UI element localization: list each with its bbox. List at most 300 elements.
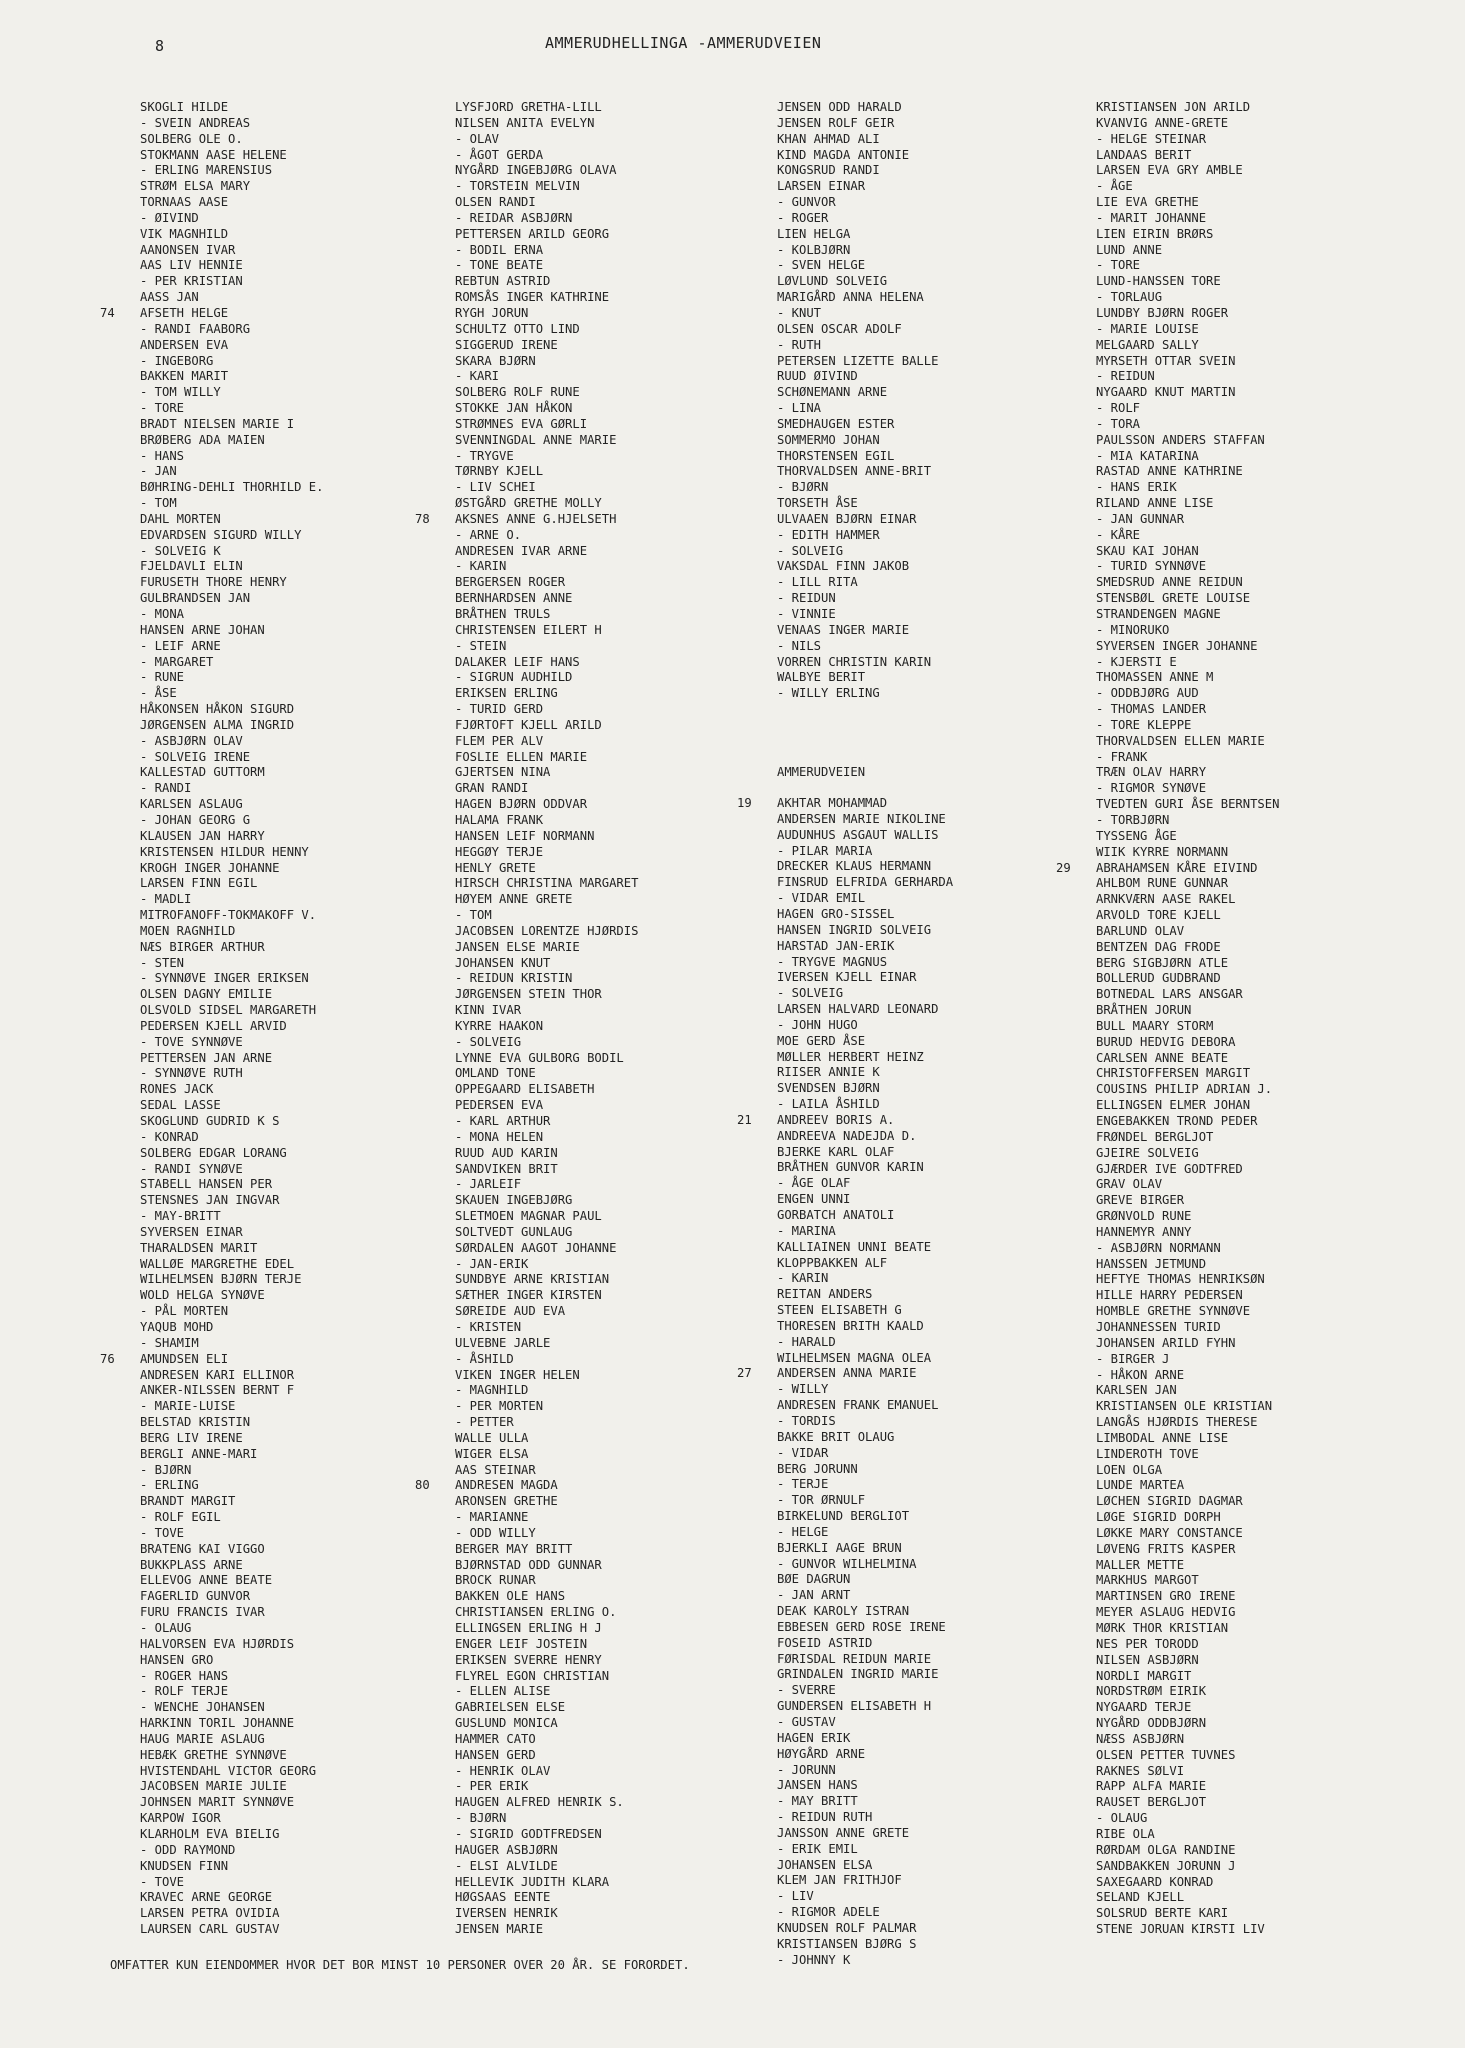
resident-entry — [455, 1637, 638, 1653]
resident-entry — [1096, 385, 1279, 401]
resident-entry — [455, 1209, 638, 1225]
resident-name: SVENDSEN BJØRN — [777, 1081, 880, 1096]
resident-name: REBTUN ASTRID — [455, 274, 551, 289]
resident-entry — [140, 1859, 323, 1875]
resident-name: STRANDENGEN MAGNE — [1096, 607, 1221, 621]
resident-entry — [140, 781, 323, 797]
resident-name: - ASBJØRN NORMANN — [1096, 1240, 1221, 1255]
resident-entry — [777, 859, 953, 875]
resident-name: - TRYGVE — [455, 448, 514, 463]
resident-name: HOMBLE GRETHE SYNNØVE — [1096, 1304, 1251, 1319]
resident-entry — [455, 1526, 638, 1542]
resident-name: LIMBODAL ANNE LISE — [1096, 1430, 1229, 1445]
resident-name: FLYREL EGON CHRISTIAN — [455, 1668, 610, 1683]
resident-name: BØE DAGRUN — [777, 1572, 851, 1587]
resident-entry — [1096, 639, 1279, 655]
house-number: 21 — [737, 1112, 752, 1127]
resident-name: ANDRESEN KARI ELLINOR — [140, 1367, 295, 1382]
resident-entry — [777, 100, 953, 116]
resident-name: FURUSETH THORE HENRY — [140, 575, 287, 590]
resident-entry — [455, 1906, 638, 1922]
resident-name: - ODDBJØRG AUD — [1096, 686, 1199, 701]
resident-entry — [455, 417, 638, 433]
resident-entry — [455, 655, 638, 671]
resident-name: HEFTYE THOMAS HENRIKSØN — [1096, 1272, 1265, 1287]
resident-entry — [140, 765, 323, 781]
resident-entry — [140, 1193, 323, 1209]
resident-name: HILLE HARRY PEDERSEN — [1096, 1288, 1243, 1303]
resident-name: - RUTH — [777, 337, 822, 352]
resident-name: TØRNBY KJELL — [455, 464, 544, 479]
resident-name: HAUGEN ALFRED HENRIK S. — [455, 1795, 624, 1810]
resident-name: ELLEVOG ANNE BEATE — [140, 1573, 273, 1588]
resident-name: - TOR ØRNULF — [777, 1493, 866, 1508]
resident-name: LYNNE EVA GULBORG BODIL — [455, 1050, 624, 1065]
resident-entry — [777, 623, 953, 639]
resident-entry — [455, 1098, 638, 1114]
resident-name: KLOPPBAKKEN ALF — [777, 1255, 888, 1270]
resident-entry — [455, 829, 638, 845]
resident-name: - TOM — [140, 496, 177, 511]
resident-name: - ÅSHILD — [455, 1351, 514, 1366]
resident-name: BJØRNSTAD ODD GUNNAR — [455, 1557, 602, 1572]
resident-entry — [455, 528, 638, 544]
resident-name: ANDERSEN EVA — [140, 337, 229, 352]
resident-name: - MINORUKO — [1096, 622, 1170, 637]
resident-entry — [777, 211, 953, 227]
resident-name: BERNHARDSEN ANNE — [455, 591, 573, 606]
resident-entry — [455, 1859, 638, 1875]
resident-name: JOHANSEN ELSA — [777, 1857, 873, 1872]
resident-entry — [777, 1652, 953, 1668]
resident-entry — [455, 1795, 638, 1811]
resident-entry — [455, 1415, 638, 1431]
resident-entry — [777, 1256, 953, 1272]
resident-name: - SVEN HELGE — [777, 258, 866, 273]
resident-entry — [1096, 354, 1279, 370]
resident-entry — [1096, 528, 1279, 544]
resident-entry — [1096, 179, 1279, 195]
resident-name: PETTERSEN ARILD GEORG — [455, 226, 610, 241]
resident-name: - ROLF EGIL — [140, 1510, 221, 1525]
resident-entry — [455, 1320, 638, 1336]
resident-entry — [777, 670, 953, 686]
resident-name: JØRGENSEN STEIN THOR — [455, 987, 602, 1002]
resident-name: RILAND ANNE LISE — [1096, 496, 1214, 511]
resident-entry — [140, 258, 323, 274]
resident-entry — [777, 1160, 953, 1176]
resident-name: - PER KRISTIAN — [140, 274, 243, 289]
resident-entry — [777, 528, 953, 544]
resident-name: JACOBSEN LORENTZE HJØRDIS — [455, 923, 639, 938]
resident-entry — [777, 1002, 953, 1018]
resident-entry — [140, 1431, 323, 1447]
resident-entry — [777, 464, 953, 480]
resident-entry — [1096, 702, 1279, 718]
resident-name: SOMMERMO JOHAN — [777, 432, 880, 447]
resident-entry — [1096, 496, 1279, 512]
resident-name: LUNDE MARTEA — [1096, 1478, 1185, 1493]
resident-entry — [1096, 670, 1279, 686]
resident-entry — [1096, 163, 1279, 179]
resident-name: THORVALDSEN ANNE-BRIT — [777, 464, 932, 479]
resident-entry — [140, 1605, 323, 1621]
resident-entry — [777, 1018, 953, 1034]
resident-name: JOHANSEN KNUT — [455, 955, 551, 970]
resident-name: HANSSEN JETMUND — [1096, 1256, 1207, 1271]
resident-name: GRAN RANDI — [455, 781, 529, 796]
resident-entry — [455, 1082, 638, 1098]
resident-name: SANDVIKEN BRIT — [455, 1161, 558, 1176]
resident-entry — [1096, 1272, 1279, 1288]
resident-entry — [1096, 1225, 1279, 1241]
resident-name: - ROGER — [777, 210, 829, 225]
resident-name: LUNDBY BJØRN ROGER — [1096, 305, 1229, 320]
resident-name: - REIDUN KRISTIN — [455, 971, 573, 986]
resident-name: - PER ERIK — [455, 1779, 529, 1794]
resident-name: LARSEN FINN EGIL — [140, 876, 258, 891]
resident-entry — [1096, 876, 1279, 892]
resident-name: - TORSTEIN MELVIN — [455, 179, 580, 194]
resident-entry — [777, 1604, 953, 1620]
resident-name: - LEIF ARNE — [140, 638, 221, 653]
resident-entry — [777, 1763, 953, 1779]
resident-name: - EDITH HAMMER — [777, 527, 880, 542]
resident-name: MARKHUS MARGOT — [1096, 1573, 1199, 1588]
resident-name: HANSEN GRO — [140, 1652, 214, 1667]
resident-entry — [1096, 1447, 1279, 1463]
resident-entry — [140, 1637, 323, 1653]
resident-entry — [777, 1462, 953, 1478]
resident-name: - ODD RAYMOND — [140, 1842, 236, 1857]
resident-name: ULVEBNE JARLE — [455, 1335, 551, 1350]
resident-name: BJERKE KARL OLAF — [777, 1144, 895, 1159]
resident-name: BRÅTHEN TRULS — [455, 607, 551, 621]
resident-entry — [455, 1177, 638, 1193]
resident-entry — [1096, 227, 1279, 243]
resident-entry — [777, 449, 953, 465]
resident-entry — [455, 1162, 638, 1178]
resident-name: LARSEN HALVARD LEONARD — [777, 1002, 939, 1017]
resident-name: STENE JORUAN KIRSTI LIV — [1096, 1922, 1265, 1937]
resident-name: AKSNES ANNE G.HJELSETH — [455, 511, 617, 526]
resident-name: - MADLI — [140, 892, 192, 907]
resident-name: ARVOLD TORE KJELL — [1096, 908, 1221, 923]
resident-name: - SOLVEIG — [777, 986, 844, 1001]
resident-entry — [737, 1112, 953, 1129]
resident-name: - HANS — [140, 448, 185, 463]
resident-entry — [1096, 1082, 1279, 1098]
resident-name: JOHNSEN MARIT SYNNØVE — [140, 1795, 295, 1810]
resident-name: BUKKPLASS ARNE — [140, 1557, 243, 1572]
resident-entry — [1096, 1463, 1279, 1479]
resident-entry — [455, 1336, 638, 1352]
resident-entry — [777, 1287, 953, 1303]
resident-name: - JOHNNY K — [777, 1952, 851, 1967]
resident-entry — [455, 148, 638, 164]
resident-entry — [1096, 132, 1279, 148]
resident-entry — [140, 829, 323, 845]
resident-entry — [777, 243, 953, 259]
resident-entry — [140, 1589, 323, 1605]
resident-name: - GUNVOR WILHELMINA — [777, 1556, 917, 1571]
house-number: 74 — [100, 305, 115, 320]
resident-entry — [1096, 1558, 1279, 1574]
resident-name: AMUNDSEN ELI — [140, 1351, 229, 1366]
resident-name: NES PER TORODD — [1096, 1636, 1199, 1651]
resident-entry — [777, 1810, 953, 1826]
resident-name: - LILL RITA — [777, 575, 858, 590]
resident-name: HAGEN GRO-SISSEL — [777, 906, 895, 921]
resident-entry — [1096, 575, 1279, 591]
resident-entry — [415, 511, 638, 528]
resident-name: HARKINN TORIL JOHANNE — [140, 1716, 295, 1731]
resident-name: - ELSI ALVILDE — [455, 1858, 558, 1873]
spacer — [777, 702, 953, 749]
resident-name: - MARINA — [777, 1223, 836, 1238]
resident-entry — [1096, 258, 1279, 274]
resident-name: GRAV OLAV — [1096, 1177, 1163, 1192]
resident-name: HAUGER ASBJØRN — [455, 1842, 558, 1857]
resident-entry — [455, 1383, 638, 1399]
resident-name: PAULSSON ANDERS STAFFAN — [1096, 432, 1265, 447]
resident-entry — [1096, 1890, 1279, 1906]
resident-entry — [777, 1509, 953, 1525]
resident-name: BERGLI ANNE-MARI — [140, 1446, 258, 1461]
resident-entry — [455, 607, 638, 623]
resident-entry — [140, 1146, 323, 1162]
resident-name: - ERIK EMIL — [777, 1841, 858, 1856]
resident-entry — [1096, 1478, 1279, 1494]
resident-name: - MARGARET — [140, 654, 214, 669]
resident-name: OMLAND TONE — [455, 1066, 536, 1081]
resident-name: SUNDBYE ARNE KRISTIAN — [455, 1272, 610, 1287]
resident-entry — [455, 385, 638, 401]
resident-name: - ELLEN ALISE — [455, 1684, 551, 1699]
resident-entry — [777, 1905, 953, 1921]
resident-entry — [777, 844, 953, 860]
resident-entry — [1096, 1653, 1279, 1669]
resident-name: - TOVE — [140, 1874, 185, 1889]
resident-name: - ROLF TERJE — [140, 1684, 229, 1699]
resident-entry — [1096, 1130, 1279, 1146]
resident-name: LUND-HANSSEN TORE — [1096, 274, 1221, 289]
resident-entry — [777, 607, 953, 623]
resident-name: JØRGENSEN ALMA INGRID — [140, 717, 295, 732]
resident-name: - OLAUG — [1096, 1811, 1148, 1826]
resident-name: BAKKEN OLE HANS — [455, 1589, 566, 1604]
resident-entry — [140, 1827, 323, 1843]
resident-name: THARALDSEN MARIT — [140, 1240, 258, 1255]
resident-entry — [1096, 1193, 1279, 1209]
resident-name: - KRISTEN — [455, 1319, 522, 1334]
resident-name: MOEN RAGNHILD — [140, 923, 236, 938]
resident-name: ENGER LEIF JOSTEIN — [455, 1636, 588, 1651]
resident-name: BRANDT MARGIT — [140, 1494, 236, 1509]
resident-entry — [777, 986, 953, 1002]
resident-name: BØHRING-DEHLI THORHILD E. — [140, 480, 324, 495]
resident-entry — [777, 1715, 953, 1731]
resident-entry — [455, 132, 638, 148]
resident-entry — [1096, 750, 1279, 766]
resident-name: WOLD HELGA SYNØVE — [140, 1288, 265, 1303]
resident-name: - ROGER HANS — [140, 1668, 229, 1683]
resident-entry — [140, 464, 323, 480]
resident-name: ANDERSEN ANNA MARIE — [777, 1366, 917, 1381]
resident-name: - PETTER — [455, 1415, 514, 1430]
resident-name: CHRISTOFFERSEN MARGIT — [1096, 1066, 1251, 1081]
resident-name: SAXEGAARD KONRAD — [1096, 1874, 1214, 1889]
resident-entry — [455, 290, 638, 306]
resident-name: LØKKE MARY CONSTANCE — [1096, 1525, 1243, 1540]
resident-entry — [140, 876, 323, 892]
resident-entry — [1096, 829, 1279, 845]
resident-name: TORSETH ÅSE — [777, 496, 858, 511]
resident-entry — [1096, 1209, 1279, 1225]
resident-entry — [1096, 1637, 1279, 1653]
resident-entry — [1096, 1526, 1279, 1542]
resident-name: HEGGØY TERJE — [455, 844, 544, 859]
resident-entry — [777, 907, 953, 923]
resident-entry — [455, 1827, 638, 1843]
resident-entry — [140, 1684, 323, 1700]
resident-entry — [140, 1621, 323, 1637]
resident-name: FRØNDEL BERGLJOT — [1096, 1129, 1214, 1144]
resident-name: KHAN AHMAD ALI — [777, 131, 880, 146]
resident-name: - GUSTAV — [777, 1715, 836, 1729]
resident-name: - SIGRID GODTFREDSEN — [455, 1826, 602, 1841]
resident-name: SKAUEN INGEBJØRG — [455, 1193, 573, 1208]
resident-entry — [1096, 306, 1279, 322]
resident-name: KRISTIANSEN JON ARILD — [1096, 100, 1251, 114]
resident-entry — [455, 876, 638, 892]
resident-name: GUNDERSEN ELISABETH H — [777, 1699, 932, 1714]
column-3 — [737, 100, 954, 1969]
resident-entry — [455, 591, 638, 607]
resident-entry — [1096, 1510, 1279, 1526]
resident-entry — [1096, 1431, 1279, 1447]
resident-entry — [140, 1082, 323, 1098]
resident-name: - ASBJØRN OLAV — [140, 733, 243, 748]
house-number: 29 — [1056, 860, 1071, 875]
resident-name: - RANDI — [140, 781, 192, 796]
resident-entry — [140, 559, 323, 575]
resident-name: PEDERSEN KJELL ARVID — [140, 1018, 287, 1033]
resident-name: - TORDIS — [777, 1413, 836, 1428]
resident-name: RUUD AUD KARIN — [455, 1145, 558, 1160]
resident-name: - TORE KLEPPE — [1096, 717, 1192, 732]
resident-entry — [455, 1700, 638, 1716]
resident-name: - KARIN — [777, 1271, 829, 1286]
resident-entry — [1056, 860, 1279, 877]
resident-entry — [1096, 1019, 1279, 1035]
resident-name: BRØBERG ADA MAIEN — [140, 432, 265, 447]
resident-name: AFSETH HELGE — [140, 305, 229, 320]
resident-name: LØVENG FRITS KASPER — [1096, 1541, 1236, 1556]
resident-name: SKOGLUND GUDRID K S — [140, 1114, 280, 1128]
resident-entry — [140, 1383, 323, 1399]
resident-entry — [777, 955, 953, 971]
resident-name: MARTINSEN GRO IRENE — [1096, 1589, 1236, 1604]
resident-name: ABRAHAMSEN KÅRE EIVIND — [1096, 860, 1258, 875]
resident-entry — [1096, 1843, 1279, 1859]
resident-name: KVANVIG ANNE-GRETE — [1096, 115, 1229, 130]
resident-name: - MONA — [140, 607, 185, 621]
resident-name: - RIGMOR SYNØVE — [1096, 781, 1207, 796]
resident-entry — [140, 575, 323, 591]
resident-entry — [1096, 1352, 1279, 1368]
resident-name: ROMSÅS INGER KATHRINE — [455, 290, 610, 305]
resident-name: JANSSON ANNE GRETE — [777, 1825, 910, 1840]
resident-name: MØLLER HERBERT HEINZ — [777, 1049, 924, 1064]
resident-name: NYGAARD TERJE — [1096, 1700, 1192, 1715]
resident-name: - MAY BRITT — [777, 1794, 858, 1809]
resident-entry — [777, 290, 953, 306]
resident-name: HØGSAAS EENTE — [455, 1890, 551, 1905]
resident-entry — [1096, 243, 1279, 259]
resident-entry — [455, 1748, 638, 1764]
resident-name: - KÅRE — [1096, 527, 1141, 542]
resident-name: LANGÅS HJØRDIS THERESE — [1096, 1415, 1258, 1430]
resident-entry — [777, 1319, 953, 1335]
resident-entry — [140, 1922, 323, 1938]
resident-entry — [777, 116, 953, 132]
resident-entry — [455, 163, 638, 179]
resident-entry — [777, 306, 953, 322]
resident-name: - ÅGE OLAF — [777, 1176, 851, 1191]
resident-name: STOKKE JAN HÅKON — [455, 401, 573, 416]
resident-entry — [1096, 797, 1279, 813]
resident-name: - SHAMIM — [140, 1335, 199, 1350]
resident-entry — [777, 1620, 953, 1636]
resident-entry — [1096, 1779, 1279, 1795]
resident-name: JANSEN ELSE MARIE — [455, 939, 580, 954]
resident-entry — [140, 1241, 323, 1257]
resident-entry — [777, 891, 953, 907]
resident-entry — [140, 1114, 323, 1130]
resident-name: TORNAAS AASE — [140, 195, 229, 210]
resident-name: KRAVEC ARNE GEORGE — [140, 1890, 273, 1905]
resident-name: - SIGRUN AUDHILD — [455, 670, 573, 685]
resident-entry — [1096, 290, 1279, 306]
resident-entry — [140, 243, 323, 259]
resident-entry — [777, 1588, 953, 1604]
resident-name: VIKEN INGER HELEN — [455, 1367, 580, 1382]
resident-name: HANNEMYR ANNY — [1096, 1224, 1192, 1239]
resident-name: BJERKLI AAGE BRUN — [777, 1540, 902, 1555]
resident-name: ARNKVÆRN AASE RAKEL — [1096, 892, 1236, 907]
resident-name: HELLEVIK JUDITH KLARA — [455, 1874, 610, 1889]
resident-name: HENLY GRETE — [455, 860, 536, 875]
resident-entry — [777, 1208, 953, 1224]
resident-name: YAQUB MOHD — [140, 1319, 214, 1334]
resident-name: - JAN ARNT — [777, 1588, 851, 1603]
resident-name: SØREIDE AUD EVA — [455, 1304, 566, 1319]
resident-entry — [777, 1271, 953, 1287]
resident-name: HÅKONSEN HÅKON SIGURD — [140, 702, 295, 717]
resident-name: HANSEN LEIF NORMANN — [455, 828, 595, 843]
resident-entry — [140, 718, 323, 734]
resident-entry — [777, 227, 953, 243]
resident-name: - SYNNØVE RUTH — [140, 1066, 243, 1081]
resident-entry — [777, 559, 953, 575]
resident-name: - REIDUN RUTH — [777, 1810, 873, 1825]
resident-name: VORREN CHRISTIN KARIN — [777, 654, 932, 669]
resident-name: - WILLY ERLING — [777, 686, 880, 701]
resident-name: - ROLF — [1096, 401, 1141, 416]
resident-entry — [777, 274, 953, 290]
resident-entry — [737, 1366, 953, 1382]
